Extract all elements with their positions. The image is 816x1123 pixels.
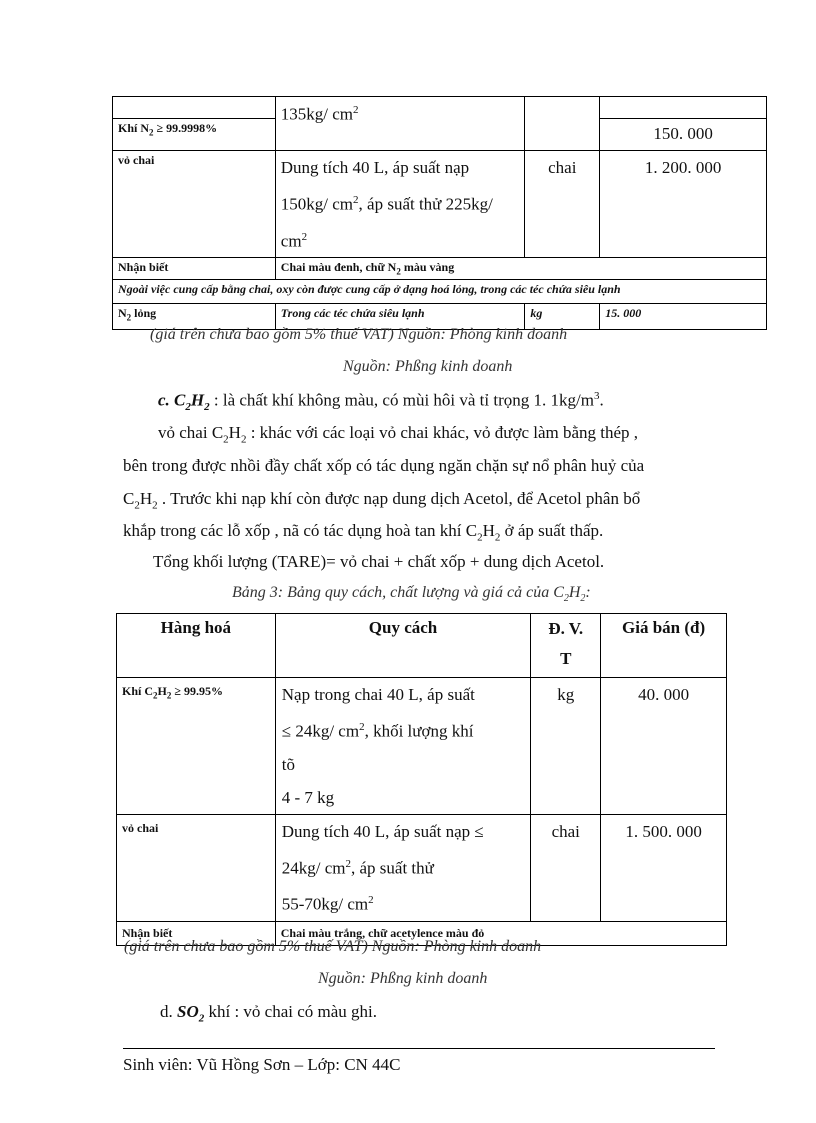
source-note: Nguồn: Phßng kinh doanh <box>343 358 513 375</box>
section-c-heading: c. $C_2H_2$ : là chất khí không màu, có mùi hôi và tỉ trọng 1. $1kg/m^3$. <box>158 390 604 414</box>
price-cell: 150. 000 <box>600 119 767 151</box>
footer-text: Sinh viên: Vũ Hồng Sơn – Lớp: CN 44C <box>123 1055 401 1074</box>
table-caption: Bảng 3: Bảng quy cách, chất lượng và giá cả của $C_2H_2$: <box>232 584 591 605</box>
tare-formula: Tổng khối lượng (TARE)= vỏ chai + chất xốp + dung dịch Acetol. <box>153 552 605 571</box>
footer-rule <box>123 1048 715 1049</box>
product-label: Nhận biết <box>113 258 276 280</box>
table-row <box>117 678 727 815</box>
paragraph-line: $C_2H_2$ . Trước khi nạp khí còn được nạp dung dịch Acetol, để Acetol phân bổ <box>123 489 641 512</box>
product-label: vỏ chai <box>113 151 276 258</box>
table-n2 <box>112 96 767 330</box>
vat-note: (giá trên chưa bao gồm 5% thuế VAT) Nguồn: Phòng kinh doanh <box>124 938 542 955</box>
paragraph-line: bên trong được nhồi đầy chất xốp có tác dụng ngăn chặn sự nổ phân huỷ của <box>123 456 645 475</box>
unit-cell: kg <box>525 304 600 330</box>
note-row: Ngoài việc cung cấp bằng chai, oxy còn được cung cấp ở dạng hoá lỏng, trong các téc chứa siêu lạnh <box>113 280 767 304</box>
price-cell: 15. 000 <box>600 304 767 330</box>
identify-cell: Chai màu trắng, chữ acetylence màu đỏ <box>275 921 726 945</box>
table-row <box>117 814 727 921</box>
header-unit: Đ. V. T <box>531 614 601 678</box>
unit-cell: kg <box>531 678 601 815</box>
unit-cell: chai <box>525 151 600 258</box>
table-c2h2 <box>116 613 727 946</box>
header-product: Hàng hoá <box>117 614 276 678</box>
product-label: vỏ chai <box>117 814 276 921</box>
vat-note: (giá trên chưa bao gồm 5% thuế VAT) Nguồn: Phòng kinh doanh <box>150 326 568 343</box>
header-spec: Quy cách <box>275 614 531 678</box>
price-cell: 40. 000 <box>601 678 727 815</box>
table-row <box>113 97 767 119</box>
source-note: Nguồn: Phßng kinh doanh <box>318 970 488 987</box>
price-cell: 1. 500. 000 <box>601 814 727 921</box>
header-price: Giá bán (đ) <box>601 614 727 678</box>
spec-cell: Nạp trong chai 40 L, áp suất ≤ 24kg/ $cm^2$, khối lượng khí tõ 4 - 7 kg <box>275 678 531 815</box>
product-label: Nhận biết <box>117 921 276 945</box>
spec-cell: Dung tích 40 L, áp suất nạp ≤ 24kg/ $cm^2$, áp suất thử 55-70kg/ $cm^2$ <box>275 814 531 921</box>
product-label: Khí $C_2H_2 \ge 99.95\%$ <box>117 678 276 815</box>
product-label: Khí $N_2 \ge 99.9998\%$ <box>113 119 276 151</box>
identify-cell: Chai màu đenh, chữ $N_2$ màu vàng <box>275 258 766 280</box>
spec-cell: Dung tích 40 L, áp suất nạp 150kg/ $cm^2$, áp suất thử 225kg/ $cm^2$ <box>275 151 525 258</box>
table-row <box>113 151 767 258</box>
spec-cell: Trong các téc chứa siêu lạnh <box>275 304 525 330</box>
table-row <box>113 280 767 304</box>
paragraph-line: khắp trong các lỗ xốp , nã có tác dụng hoà tan khí $C_2H_2$ ở áp suất thấp. <box>123 521 604 544</box>
table-row <box>113 258 767 280</box>
table-header-row <box>117 614 727 678</box>
product-label: $N_2$ lỏng <box>113 304 276 330</box>
price-cell: 1. 200. 000 <box>600 151 767 258</box>
section-d-heading: d. $SO_2$ khí : vỏ chai có màu ghi. <box>160 1002 378 1025</box>
unit-cell: chai <box>531 814 601 921</box>
spec-cell: 135kg/ $cm^2$ <box>275 97 525 151</box>
paragraph-line: vỏ chai $C_2H_2$ : khác với các loại vỏ chai khác, vỏ được làm bằng thép , <box>158 423 639 446</box>
